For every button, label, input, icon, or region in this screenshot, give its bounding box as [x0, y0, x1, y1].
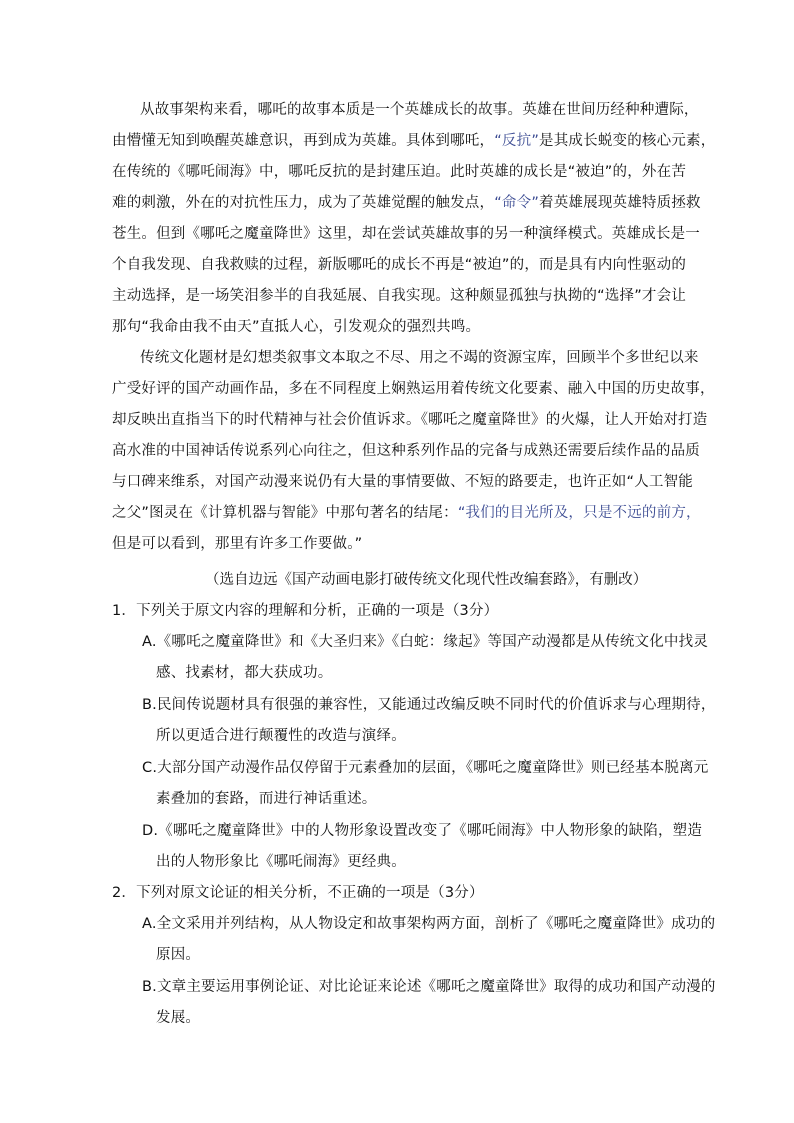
p1-line-4: 难的刺激，外在的对抗性压力，成为了英雄觉醒的触发点，“命令”着英雄展现英雄特质拯救 [112, 195, 701, 211]
option-text-line: 所以更适合进行颠覆性的改造与演绎。 [156, 728, 406, 744]
quote-turing: “我们的目光所及，只是不远的前方， [457, 505, 701, 521]
option-text-line: 素叠加的套路，而进行神话重述。 [156, 791, 377, 807]
option-text-line: B.文章主要运用事例论证、对比论证来论述《哪吒之魔童降世》取得的成功和国产动漫的 [142, 979, 716, 995]
p1-line-5: 苍生。但到《哪吒之魔童降世》这里，却在尝试英雄故事的另一种演绎模式。英雄成长是一 [112, 226, 700, 242]
question-2-stem: 2．下列对原文论证的相关分析，不正确的一项是（3分） [112, 885, 484, 901]
option-text-line: 感、找素材，都大获成功。 [156, 665, 333, 681]
p2-line-3: 却反映出直指当下的时代精神与社会价值诉求。《哪吒之魔童降世》的火爆，让人开始对打造 [112, 412, 708, 428]
p2-line-6: 之父”图灵在《计算机器与智能》中那句著名的结尾：“我们的目光所及，只是不远的前方， [112, 505, 701, 521]
option-text-line: B.民间传说题材具有很强的兼容性，又能通过改编反映不同时代的价值诉求与心理期待， [142, 697, 716, 713]
option-text-line: A.全文采用并列结构，从人物设定和故事架构两方面，剖析了《哪吒之魔童降世》成功的 [142, 916, 716, 932]
p1-line-1: 从故事架构来看，哪吒的故事本质是一个英雄成长的故事。英雄在世间历经种种遭际， [140, 102, 699, 118]
p1-line-3: 在传统的《哪吒闹海》中，哪吒反抗的是封建压迫。此时英雄的成长是“被迫”的，外在苦 [112, 164, 687, 180]
p1-line-2: 由懵懂无知到唤醒英雄意识，再到成为英雄。具体到哪吒，“反抗”是其成长蜕变的核心元素， [112, 133, 716, 149]
option-text-line: A.《哪吒之魔童降世》和《大圣归来》《白蛇：缘起》等国产动漫都是从传统文化中找灵 [142, 634, 709, 650]
quote-mingling: “命令” [494, 195, 540, 211]
p2-line-4: 高水准的中国神话传说系列心向往之，但这种系列作品的完备与成熟还需要后续作品的品质 [112, 443, 700, 459]
p2-line-5: 与口碑来维系，对国产动漫来说仍有大量的事情要做、不短的路要走，也许正如“人工智能 [112, 474, 694, 490]
p2-line-7: 但是可以看到，那里有许多工作要做。” [112, 536, 363, 552]
p2-line-2: 广受好评的国产动画作品，多在不同程度上娴熟运用着传统文化要素、融入中国的历史故事， [112, 381, 715, 397]
p1-line-6: 个自我发现、自我救赎的过程，新版哪吒的成长不再是“被迫”的，而是具有内向性驱动的 [112, 257, 687, 273]
question-1-stem: 1．下列关于原文内容的理解和分析，正确的一项是（3分） [112, 603, 499, 619]
quote-fankang: “反抗” [494, 133, 540, 149]
source-note: （选自边远《国产动画电影打破传统文化现代性改编套路》，有删改） [205, 572, 648, 588]
p1-line-8: 那句“我命由我不由天”直抵人心，引发观众的强烈共鸣。 [112, 319, 481, 335]
p2-line-1: 传统文化题材是幻想类叙事文本取之不尽、用之不竭的资源宝库，回顾半个多世纪以来 [140, 350, 699, 366]
option-text-line: 原因。 [156, 947, 201, 963]
option-text-line: 出的人物形象比《哪吒闹海》更经典。 [156, 854, 406, 870]
option-text-line: D.《哪吒之魔童降世》中的人物形象设置改变了《哪吒闹海》中人物形象的缺陷，塑造 [142, 823, 703, 839]
p1-line-7: 主动选择，是一场笑泪参半的自我延展、自我实现。这种颇显孤独与执拗的“选择”才会让 [112, 288, 687, 304]
option-text-line: 发展。 [156, 1010, 201, 1026]
option-text-line: C.大部分国产动漫作品仅停留于元素叠加的层面，《哪吒之魔童降世》则已经基本脱离元 [142, 760, 709, 776]
